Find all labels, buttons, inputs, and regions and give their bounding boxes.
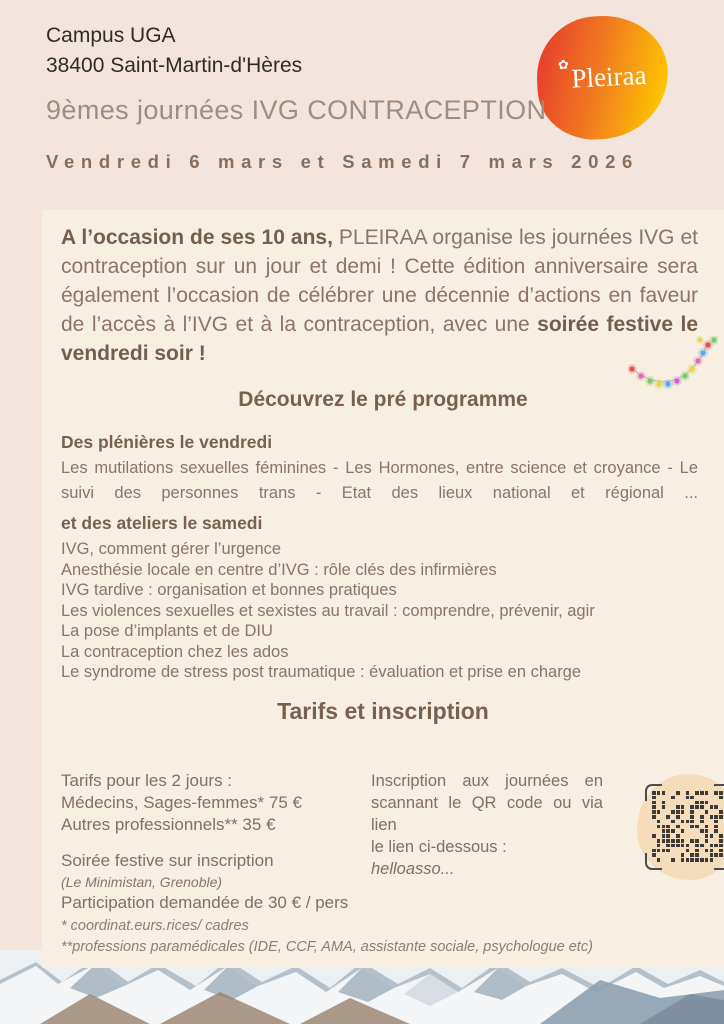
inscription-line: scannant le QR code ou via lien: [371, 794, 603, 834]
logo-text: Pleiraa: [570, 59, 648, 94]
soiree-price: Participation demandée de 30 € / pers: [61, 893, 349, 912]
soiree-line: Soirée festive sur inscription: [61, 851, 274, 870]
footnote-line: **professions paramédicales (IDE, CCF, AMA, assistante sociale, psychologue etc): [61, 939, 593, 955]
intro-bold-tail: soirée festive le vendredi soir !: [61, 313, 698, 365]
workshop-item: IVG tardive : organisation et bonnes pratiques: [61, 581, 397, 599]
content-card: [42, 210, 724, 968]
inscription-line: Inscription aux journées en: [371, 772, 603, 790]
footnote-line: * coordinat.eurs.rices/ cadres: [61, 918, 249, 934]
intro-paragraph: [61, 223, 698, 368]
intro-bold-lead: A l’occasion de ses 10 ans,: [61, 226, 333, 249]
pleiraa-logo: [534, 13, 671, 143]
workshop-item: La contraception chez les ados: [61, 642, 289, 661]
address-line-1: Campus UGA: [46, 24, 176, 47]
plenieres-text: Les mutilations sexuelles féminines - Les Hormones, entre science et croyance - Le suivi des personnes trans - Etat des lieux national et régional ...: [61, 459, 698, 502]
workshop-item: Le syndrome de stress post traumatique : évaluation et prise en charge: [61, 663, 582, 681]
tarifs-heading: Tarifs et inscription: [277, 698, 489, 724]
qr-code-block: [633, 770, 724, 890]
page-title: 9èmes journées IVG CONTRACEPTION: [46, 95, 547, 125]
tarifs-column: [61, 770, 361, 914]
inscription-column: [371, 770, 603, 880]
tarifs-columns: [61, 770, 724, 930]
party-lights-icon: [628, 336, 718, 400]
tarif-line: Médecins, Sages-femmes* 75 €: [61, 793, 302, 812]
venue-address: [46, 21, 302, 82]
footnotes: [61, 916, 698, 958]
address-line-2: 38400 Saint-Martin-d'Hères: [46, 54, 303, 78]
intro-body: PLEIRAA organise les journées IVG et contraception sur un jour et demi ! Cette édition anniversaire sera également l’occasion de célébrer une décennie d’actions en faveur de l’accès à l’IVG et à la contraception, avec une: [61, 226, 698, 336]
workshop-item: Anesthésie locale en centre d’IVG : rôle clés des infirmières: [61, 560, 497, 579]
ateliers-title: et des ateliers le samedi: [61, 513, 263, 533]
inscription-line: le lien ci-dessous :: [371, 838, 507, 856]
workshop-item: IVG, comment gérer l’urgence: [61, 540, 282, 558]
soiree-venue: (Le Minimistan, Grenoble): [61, 874, 223, 890]
qr-code: [652, 791, 724, 863]
plenieres-title: Des plénières le vendredi: [61, 432, 273, 452]
workshop-list: [61, 539, 698, 683]
helloasso-link[interactable]: helloasso...: [371, 860, 455, 878]
workshop-item: Les violences sexuelles et sexistes au travail : comprendre, prévenir, agir: [61, 601, 595, 620]
event-dates: Vendredi 6 mars et Samedi 7 mars 2026: [46, 151, 639, 172]
workshop-item: La pose d’implants et de DIU: [61, 622, 273, 640]
program-heading: Découvrez le pré programme: [238, 388, 528, 411]
flower-icon: ✿: [557, 57, 570, 74]
tarif-line: Autres professionnels** 35 €: [61, 815, 276, 834]
tarif-line: Tarifs pour les 2 jours :: [61, 771, 233, 790]
